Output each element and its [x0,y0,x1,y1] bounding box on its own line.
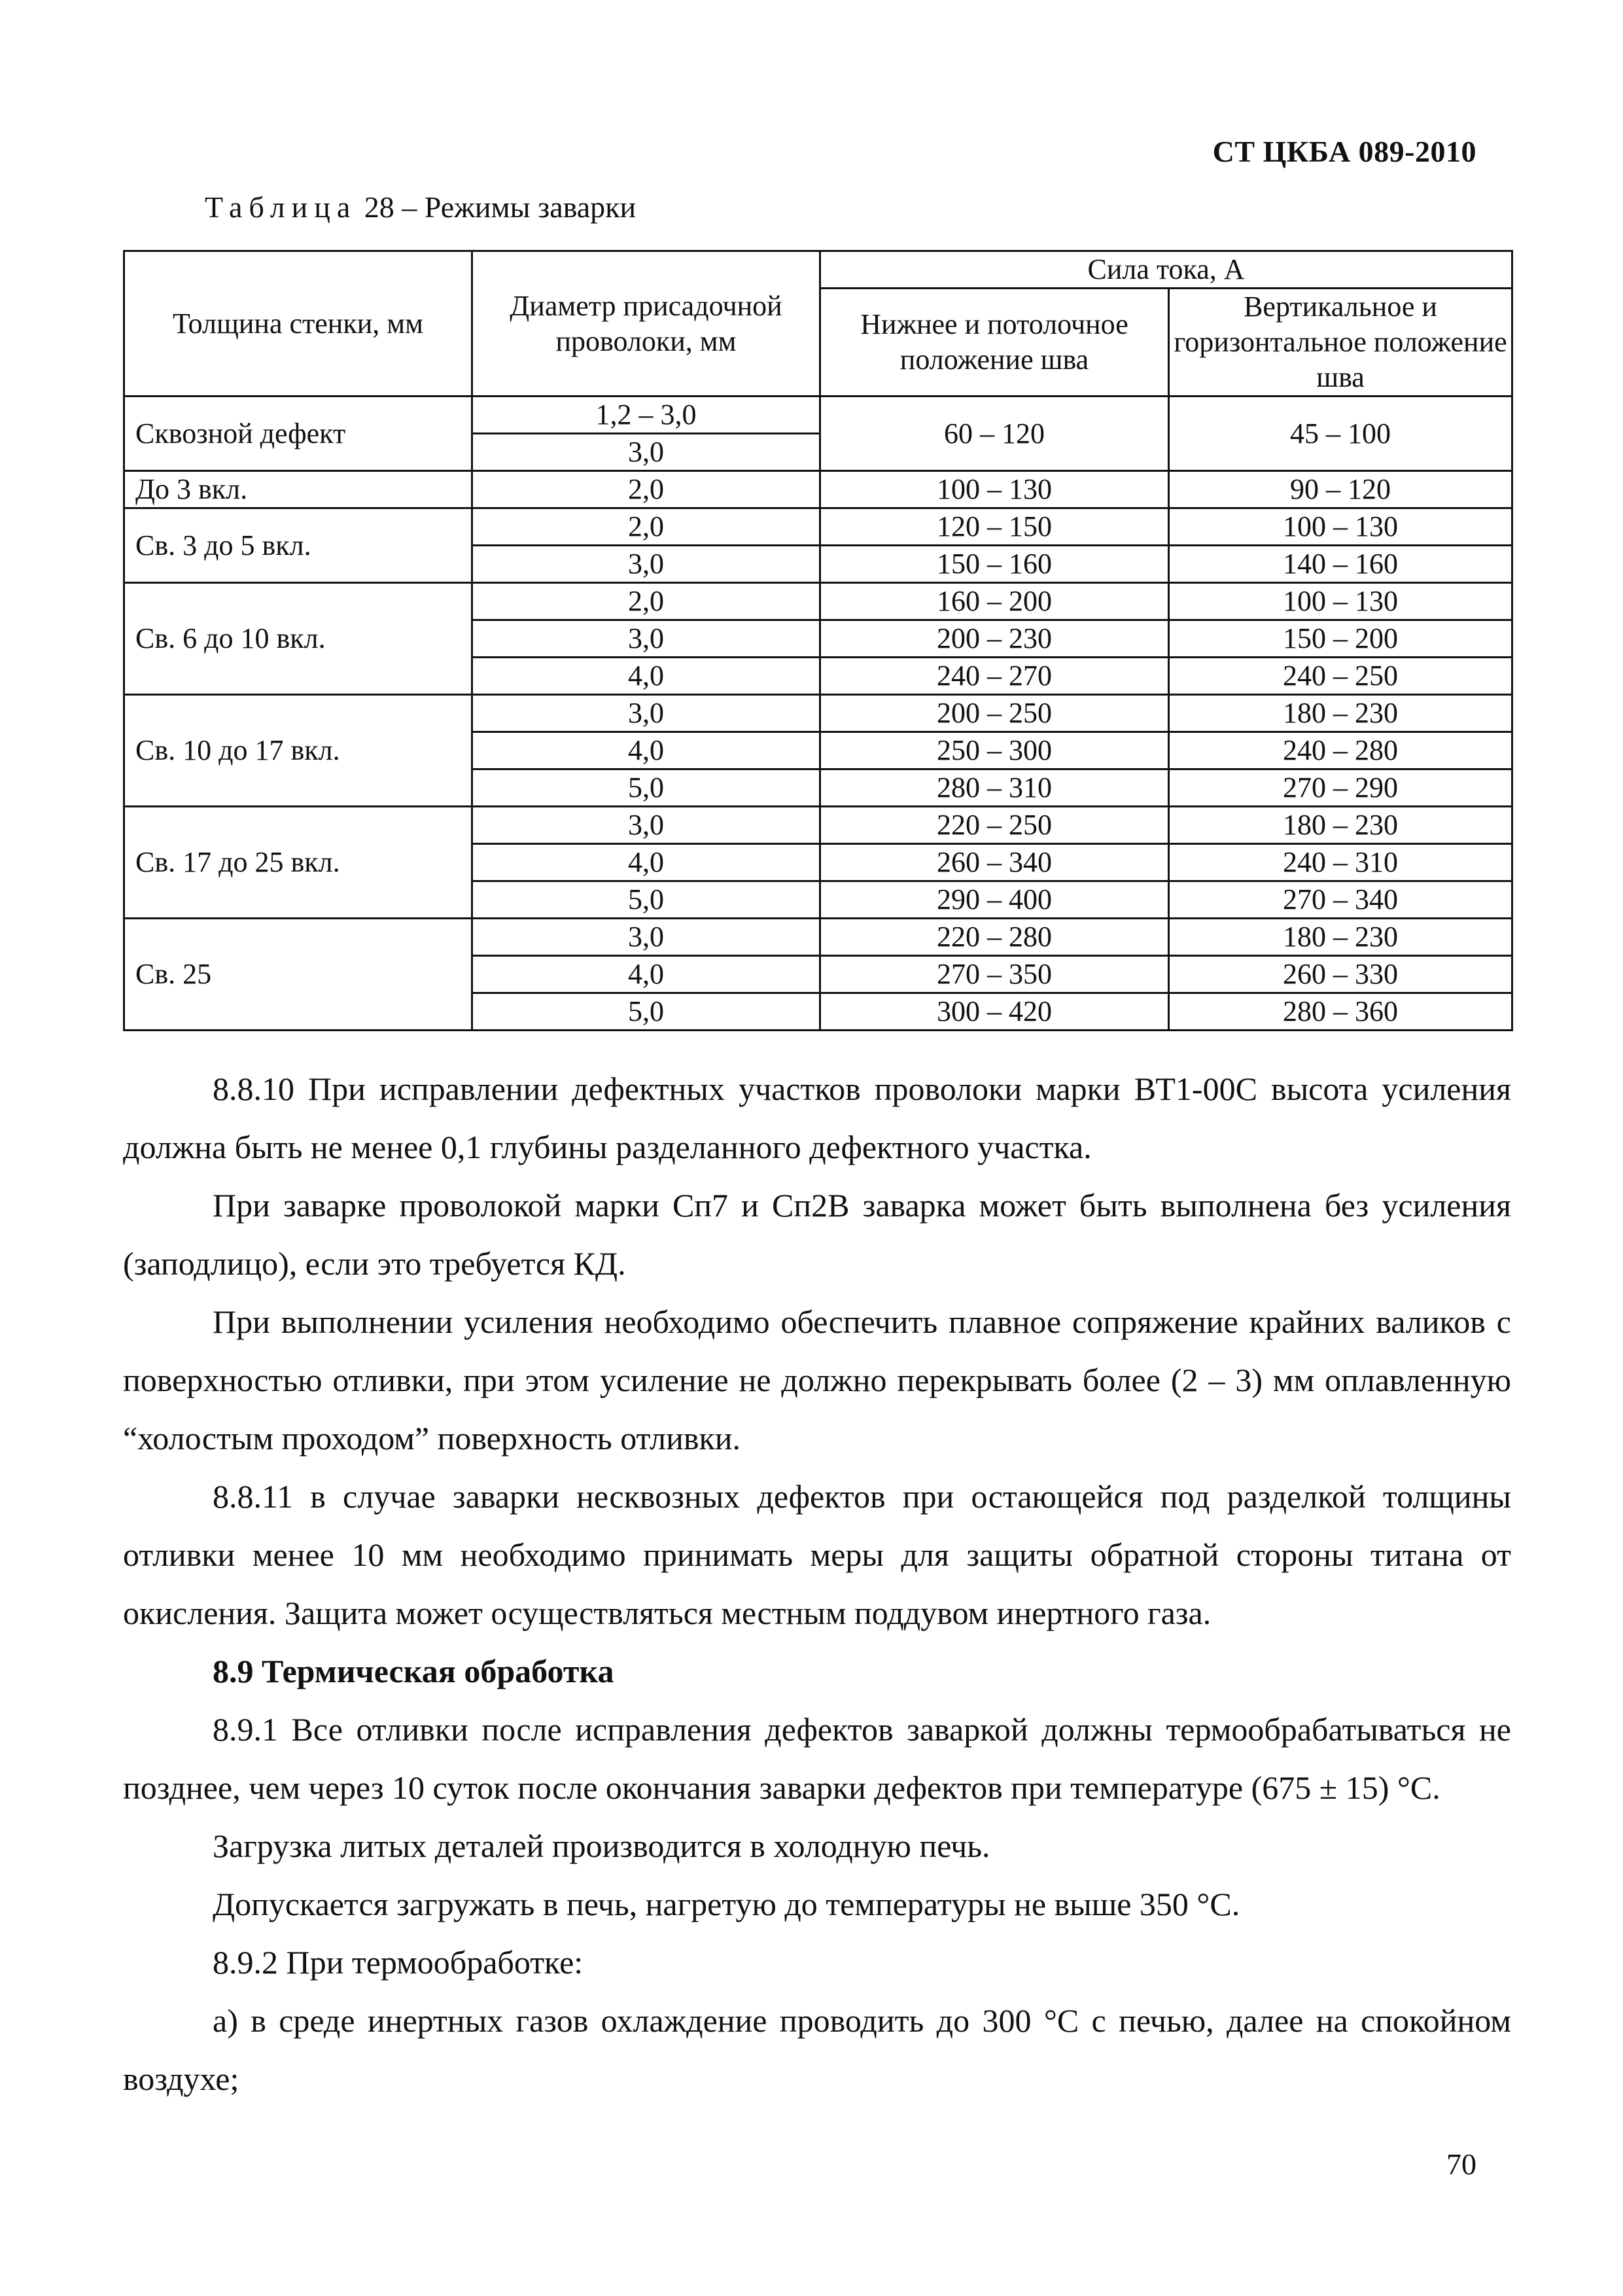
cell-current-lower: 200 – 230 [820,620,1169,658]
header-lower-position: Нижнее и потолочное положение шва [820,289,1169,397]
cell-thickness: Св. 25 [124,919,472,1031]
cell-current-vertical: 140 – 160 [1169,546,1512,583]
table-caption-title: 28 – Режимы заварки [357,190,637,224]
cell-current-lower: 260 – 340 [820,844,1169,881]
cell-current-lower: 280 – 310 [820,769,1169,807]
cell-diameter: 3,0 [472,546,820,583]
table-caption [205,190,636,224]
cell-current-lower: 290 – 400 [820,881,1169,919]
cell-current-vertical: 240 – 280 [1169,732,1512,769]
cell-diameter: 4,0 [472,732,820,769]
cell-current-lower: 150 – 160 [820,546,1169,583]
header-current: Сила тока, А [820,251,1512,289]
paragraph: 8.8.10 При исправлении дефектных участков проволоки марки ВТ1-00С высота усиления должна быть не менее 0,1 глубины разделанного дефектного участка. [123,1070,1511,1165]
cell-diameter: 3,0 [472,695,820,732]
cell-thickness: Св. 3 до 5 вкл. [124,508,472,583]
list-item: а) в среде инертных газов охлаждение проводить до 300 °С с печью, далее на спокойном воздухе; [123,2002,1511,2097]
cell-current-vertical: 45 – 100 [1169,397,1512,471]
cell-diameter: 3,0 [472,620,820,658]
table-row [124,397,1512,434]
cell-current-vertical: 280 – 360 [1169,993,1512,1031]
cell-diameter: 3,0 [472,434,820,471]
cell-thickness: Сквозной дефект [124,397,472,471]
paragraph: 8.8.11 в случае заварки несквозных дефектов при остающейся под разделкой толщины отливки менее 10 мм необходимо принимать меры для защиты обратной стороны титана от окисления. Защита может осуществляться местным поддувом инертного газа. [123,1478,1511,1631]
paragraph: Допускается загружать в печь, нагретую до температуры не выше 350 °С. [213,1886,1240,1922]
table-row [124,695,1512,732]
section-heading: 8.9 Термическая обработка [213,1653,614,1689]
cell-diameter: 4,0 [472,844,820,881]
cell-diameter: 4,0 [472,658,820,695]
paragraph: Загрузка литых деталей производится в холодную печь. [213,1828,990,1864]
cell-current-vertical: 260 – 330 [1169,956,1512,993]
table-row [124,471,1512,508]
cell-current-lower: 220 – 250 [820,807,1169,844]
header-thickness: Толщина стенки, мм [124,251,472,397]
table-row [124,583,1512,620]
cell-thickness: Св. 10 до 17 вкл. [124,695,472,807]
cell-current-lower: 300 – 420 [820,993,1169,1031]
cell-current-lower: 200 – 250 [820,695,1169,732]
cell-diameter: 3,0 [472,807,820,844]
cell-current-lower: 270 – 350 [820,956,1169,993]
cell-current-vertical: 240 – 250 [1169,658,1512,695]
cell-current-vertical: 180 – 230 [1169,919,1512,956]
cell-diameter: 5,0 [472,881,820,919]
cell-diameter: 4,0 [472,956,820,993]
cell-current-vertical: 90 – 120 [1169,471,1512,508]
cell-current-lower: 120 – 150 [820,508,1169,546]
cell-current-vertical: 100 – 130 [1169,508,1512,546]
table-body [124,397,1512,1031]
cell-diameter: 3,0 [472,919,820,956]
document-standard-code: СТ ЦКБА 089-2010 [1212,135,1476,168]
header-vertical-position: Вертикальное и горизонтальное положение шва [1169,289,1512,397]
welding-regimes-table [123,250,1513,1031]
table-row [124,919,1512,956]
cell-current-lower: 60 – 120 [820,397,1169,471]
table-row [124,807,1512,844]
cell-diameter: 5,0 [472,993,820,1031]
cell-current-vertical: 240 – 310 [1169,844,1512,881]
cell-current-vertical: 180 – 230 [1169,695,1512,732]
cell-current-vertical: 180 – 230 [1169,807,1512,844]
header-diameter: Диаметр присадочной проволоки, мм [472,251,820,397]
cell-current-lower: 250 – 300 [820,732,1169,769]
cell-current-vertical: 270 – 340 [1169,881,1512,919]
cell-diameter: 2,0 [472,471,820,508]
cell-current-lower: 100 – 130 [820,471,1169,508]
paragraph: При заварке проволокой марки Сп7 и Сп2В заварка может быть выполнена без усиления (заподлицо), если это требуется КД. [123,1187,1511,1282]
paragraph: 8.9.2 При термообработке: [213,1944,584,1981]
cell-current-lower: 220 – 280 [820,919,1169,956]
cell-current-vertical: 270 – 290 [1169,769,1512,807]
cell-thickness: Св. 17 до 25 вкл. [124,807,472,919]
cell-thickness: Св. 6 до 10 вкл. [124,583,472,695]
cell-current-vertical: 150 – 200 [1169,620,1512,658]
paragraph: 8.9.1 Все отливки после исправления дефектов заваркой должны термообрабатываться не позднее, чем через 10 суток после окончания заварки дефектов при температуре (675 ± 15) °С. [123,1711,1511,1806]
cell-diameter: 1,2 – 3,0 [472,397,820,434]
cell-current-lower: 160 – 200 [820,583,1169,620]
page-number: 70 [1446,2147,1476,2181]
table-row [124,508,1512,546]
cell-diameter: 5,0 [472,769,820,807]
table-caption-prefix: Таблица [205,190,357,224]
cell-diameter: 2,0 [472,583,820,620]
body-text [123,1060,1511,2108]
cell-diameter: 2,0 [472,508,820,546]
paragraph: При выполнении усиления необходимо обеспечить плавное сопряжение крайних валиков с поверхностью отливки, при этом усиление не должно перекрывать более (2 – 3) мм оплавленную “холостым проходом” поверхность отливки. [123,1303,1511,1457]
cell-thickness: До 3 вкл. [124,471,472,508]
cell-current-lower: 240 – 270 [820,658,1169,695]
cell-current-vertical: 100 – 130 [1169,583,1512,620]
